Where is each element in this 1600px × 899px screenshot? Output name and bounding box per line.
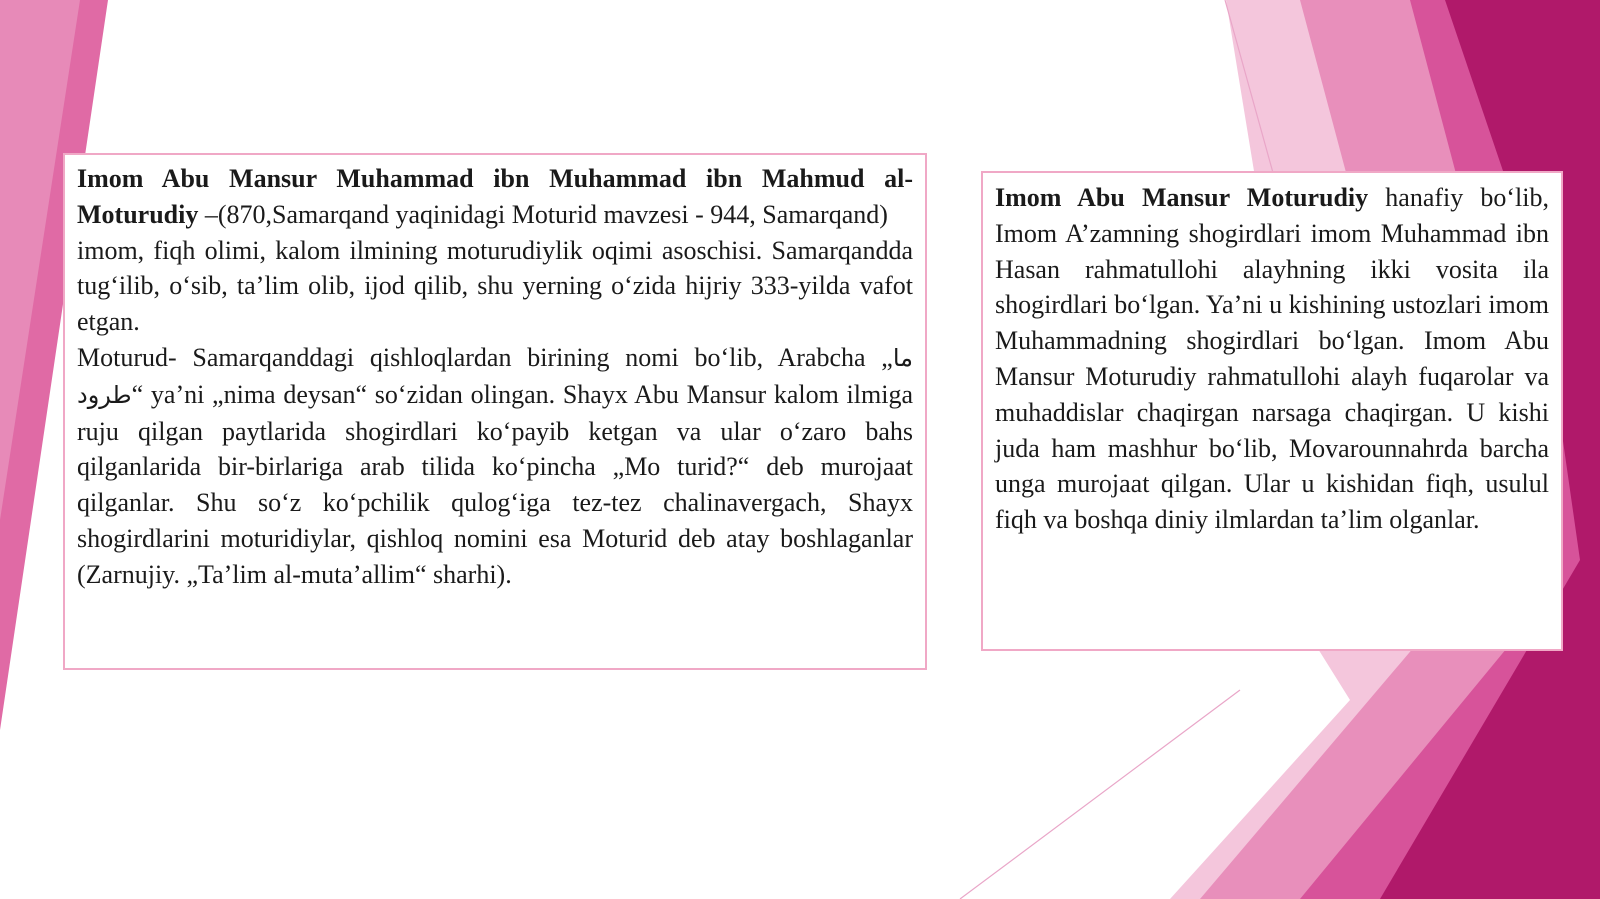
- right-paragraph-text: hanafiy bo‘lib, Imom A’zamning shogirdlari imom Muhammad ibn Hasan rahmatullohi alayhning ikki vosita ila shogirdlari bo‘lgan. Ya’ni u kishining ustozlari imom Muhammadning shogirdlari bo‘lgan. Imom Abu Mansur Moturudiy rahmatullohi alayh fuqarolar va muhaddislar chaqirgan narsaga chaqirgan. U kishi juda ham mashhur bo‘lib, Movarounnahrda barcha unga murojaat qilgan. Ular u kishidan fiqh, usulul fiqh va boshqa diniy ilmlardan ta’lim olganlar.: [995, 183, 1550, 535]
- decorative-line: [960, 690, 1240, 899]
- right-heading-name: Imom Abu Mansur Moturudiy: [995, 183, 1369, 212]
- right-text-box: [981, 171, 1563, 651]
- arabic-phrase: ما طرود: [77, 343, 913, 409]
- left-paragraph-3-start: Moturud- Samarqanddagi qishloqlardan birining nomi bo‘lib, Arabcha „: [77, 342, 893, 372]
- left-heading-dates: –(870,Samarqand yaqinidagi Moturid mavzesi - 944, Samarqand): [198, 199, 888, 229]
- left-paragraph-3-rest: “ ya’ni „nima deysan“ so‘zidan olingan. Shayx Abu Mansur kalom ilmiga ruju qilgan paytlarida shogirdlari ko‘payib ketgan va ular o‘zaro bahs qilganlarida bir-birlariga arab tilida ko‘pincha „Mo turid?“ deb murojaat qilganlar. Shu so‘z ko‘pchilik qulog‘iga tez-tez chalinavergach, Shayx shogirdlarini moturidiylar, qishloq nomini esa Moturid deb atay boshlaganlar (Zarnujiy. „Ta’lim al-muta’allim“ sharhi).: [77, 379, 913, 589]
- left-text-box: [63, 153, 927, 670]
- left-heading-name: Imom Abu Mansur Muhammad ibn Muhammad ibn Mahmud al-Moturudiy: [77, 164, 913, 229]
- left-paragraph-2: imom, fiqh olimi, kalom ilmining moturudiylik oqimi asoschisi. Samarqandda tug‘ilib, o‘sib, ta’lim olib, ijod qilib, shu yerning o‘zida hijriy 333-yilda vafot etgan.: [77, 235, 913, 337]
- left-paragraph-1: [77, 161, 913, 233]
- left-paragraph-3: [77, 340, 913, 593]
- right-paragraph-1: [995, 180, 1549, 538]
